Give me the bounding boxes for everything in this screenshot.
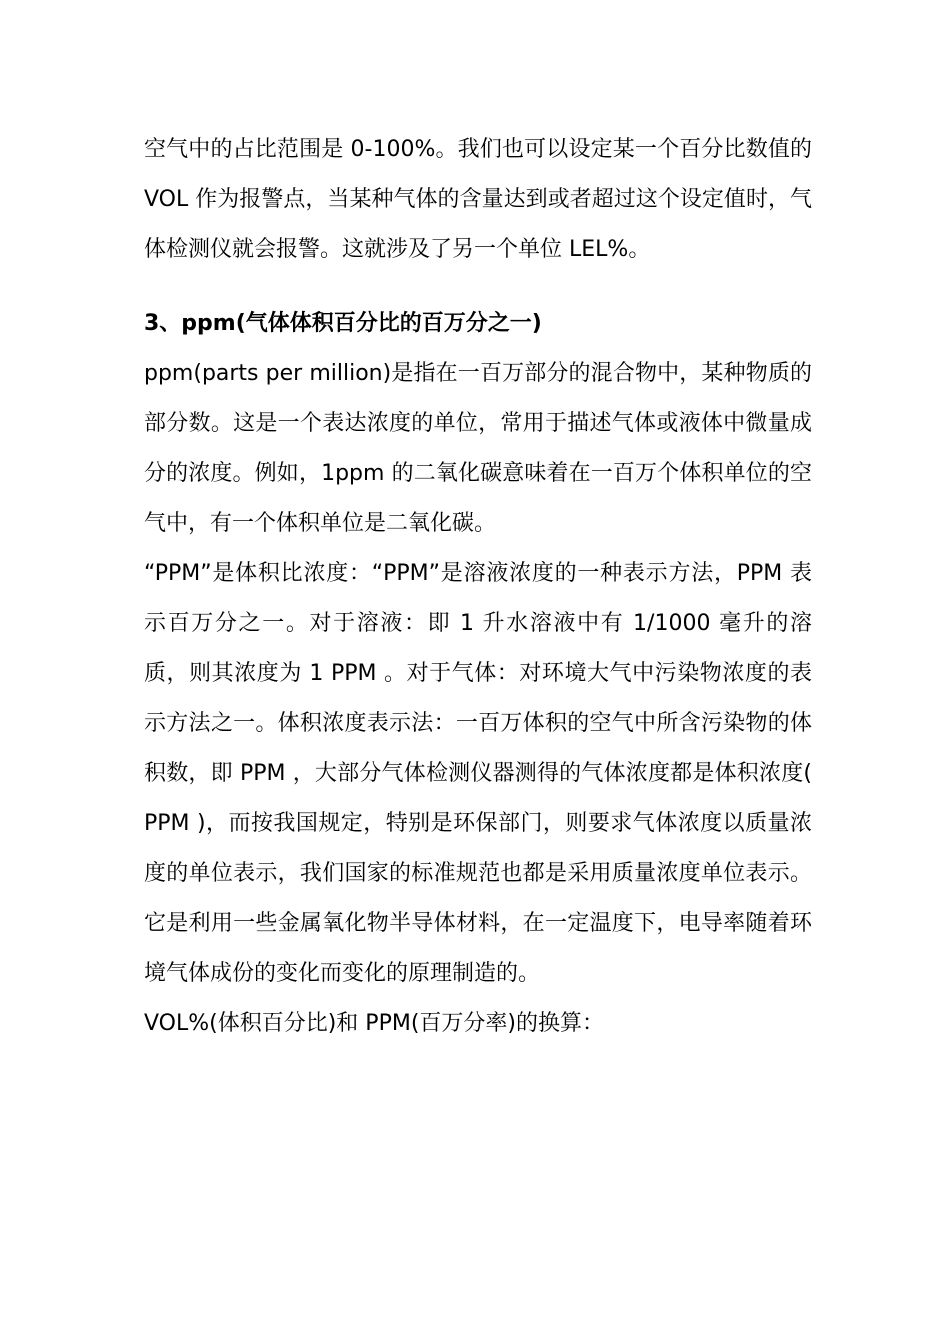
paragraph-conversion-intro: VOL%(体积百分比)和 PPM(百万分率)的换算： [144,1011,604,1036]
section-heading-ppm: 3、ppm(气体体积百分比的百万分之一) [144,311,542,336]
paragraph-vol-range: 空气中的占比范围是 0-100%。我们也可以设定某一个百分比数值的 VOL 作为报警点，当某种气体的含量达到或者超过这个设定值时，气体检测仪就会报警。这就涉及了另一个单位 LEL%。 [144,137,812,262]
paragraph-ppm-volume-concentration: “PPM”是体积比浓度：“PPM”是溶液浓度的一种表示方法，PPM 表示百万分之一。对于溶液：即 1 升水溶液中有 1/1000 毫升的溶质，则其浓度为 1 PPM 。对于气体：对环境大气中污染物浓度的表示方法之一。体积浓度表示法：一百万体积的空气中所含污染物的体积数，即 PPM ，大部分气体检测仪器测得的气体浓度都是体积浓度( PPM )，而按我国规定，特别是环保部门，则要求气体浓度以质量浓度的单位表示，我们国家的标准规范也都是采用质量浓度单位表示。它是利用一些金属氧化物半导体材料，在一定温度下，电导率随着环境气体成份的变化而变化的原理制造的。 [144,561,812,986]
document-body [144,125,812,1049]
paragraph-ppm-definition: ppm(parts per million)是指在一百万部分的混合物中，某种物质的部分数。这是一个表达浓度的单位，常用于描述气体或液体中微量成分的浓度。例如，1ppm 的二氧化碳意味着在一百万个体积单位的空气中，有一个体积单位是二氧化碳。 [144,361,812,536]
